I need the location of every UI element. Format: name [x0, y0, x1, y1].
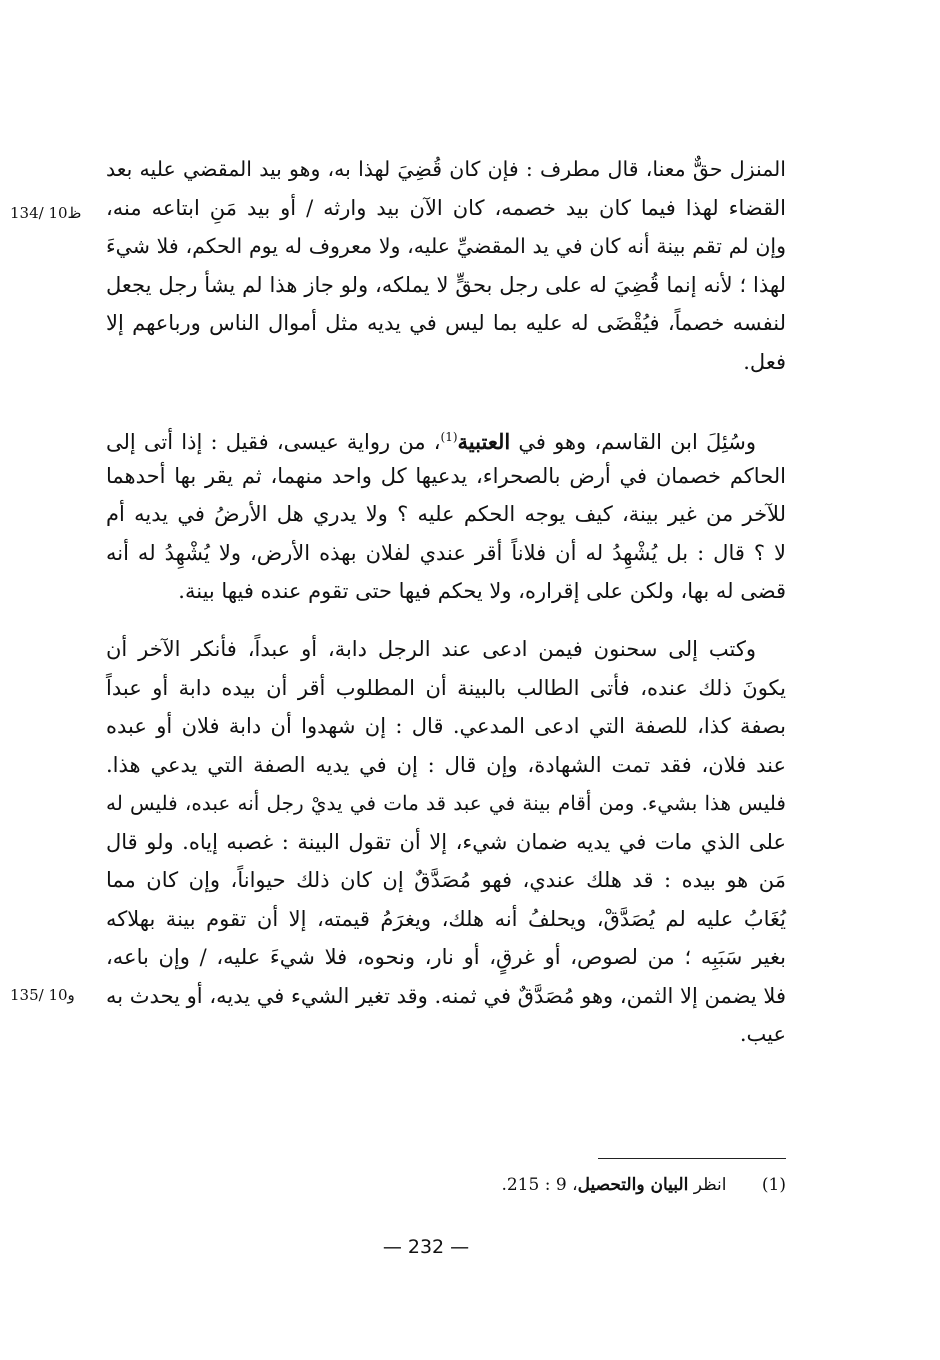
text-line: عيب. — [739, 1022, 786, 1046]
text-line: لهذا ؛ لأنه إنما قُضِيَ له على رجل بحقٍّ لا يملكه، ولو جاز هذا لم يشأ رجل يجعل — [106, 272, 786, 297]
footnote-number: (1) — [761, 1175, 786, 1195]
paragraph-2 — [106, 418, 786, 611]
text-line: الحاكم خصمان في أرض بالصحراء، يدعيها كل واحد منهما، ثم يقر بها أحدهما — [106, 463, 786, 488]
text-line: يُغَابُ عليه لم يُصَدَّقْ، ويحلفُ أنه هلك، ويغرَمُ قيمته، إلا أن تقوم بينة بهلاكه — [106, 906, 786, 931]
text-line: للآخر من غير بينة، كيف يوجه الحكم عليه ؟ ولا يدري هل الأرضُ في يديه أم — [106, 502, 786, 526]
text-line: على الذي مات في يديه ضمان شيء، إلا أن تقول البينة : غصبه إياه. ولو قال — [106, 829, 786, 854]
text-line: مَن هو بيده : قد هلك عندي، فهو مُصَدَّقٌ إن كان ذلك حيواناً، وإن كان مما — [106, 868, 786, 892]
margin-note-folio-135: 135/ 10و — [10, 986, 75, 1004]
text-segment: وسُئِلَ ابن القاسم، وهو في — [518, 430, 756, 454]
text-line: قضى له بها، ولكن على إقراره، ولا يحكم فيها حتى تقوم عنده فيها بينة. — [178, 579, 786, 603]
text-segment: ، من رواية عيسى، فقيل : إذا أتى إلى — [106, 430, 441, 454]
text-line: فعل. — [743, 349, 786, 374]
text-line: لا ؟ قال : بل يُشْهِدُ له أن فلاناً أقر عندي لفلان بهذه الأرض، ولا يُشْهِدُ له أنه — [106, 540, 786, 565]
text-line: فليس هذا بشيء. ومن أقام بينة في عبد قد مات في يديْ رجل أنه عبده، فليس له — [106, 791, 786, 815]
text-line-with-reference — [106, 418, 786, 457]
text-line: يكونَ ذلك عنده، فأتى الطالب بالبينة أن المطلوب أقر أن بيده دابة أو عبداً — [106, 675, 786, 700]
paragraph-1 — [106, 150, 786, 381]
text-line: وكتب إلى سحنون فيمن ادعى عند الرجل دابة، أو عبداً، فأنكر الآخر أن — [106, 637, 756, 661]
text-line: بصفة كذا، للصفة التي ادعى المدعي. قال : إن شهدوا أن دابة فلان أو عبده — [106, 714, 786, 738]
margin-note-folio-134: 134/ 10ظ — [10, 204, 82, 222]
footnote-marker: (1) — [440, 430, 458, 444]
footnote-prefix: انظر — [693, 1175, 727, 1195]
paragraph-3 — [106, 630, 786, 1054]
footnote — [440, 1170, 786, 1200]
text-line: لنفسه خصماً، فيُقْضَى له عليه بما ليس في يديه مثل أموال الناس ورباعهم إلا — [106, 311, 786, 335]
text-line: القضاء لهذا فيما كان بيد خصمه، كان الآن بيد وارثه / أو بيد مَنِ ابتاعه منه، — [106, 195, 786, 220]
book-title: العتبية — [457, 429, 511, 454]
text-line: بغير سَبَبِه ؛ من لصوص، أو غرقٍ، أو نار، ونحوه، فلا شيءَ عليه، / وإن باعه، — [106, 945, 786, 969]
text-line: المنزل حقٌّ معنا، قال مطرف : فإن كان قُضِيَ لهذا به، وهو بيد المقضي عليه بعد — [106, 157, 786, 181]
page-number: — 232 — — [382, 1236, 470, 1258]
footnote-divider — [598, 1158, 786, 1159]
text-line: فلا يضمن إلا الثمن، وهو مُصَدَّقٌ في ثمنه. وقد تغير الشيء في يديه، أو يحدث به — [106, 983, 786, 1008]
text-line: عند فلان، فقد تمت الشهادة، وإن قال : إن في يديه الصفة التي يدعي هذا. — [106, 752, 786, 777]
footnote-reference: ، 9 : 215. — [501, 1175, 578, 1195]
footnote-source: البيان والتحصيل — [577, 1175, 689, 1195]
text-line: وإن لم تقم بينة أنه كان في يد المقضيِّ عليه، ولا معروف له يوم الحكم، فلا شيءَ — [106, 234, 786, 258]
